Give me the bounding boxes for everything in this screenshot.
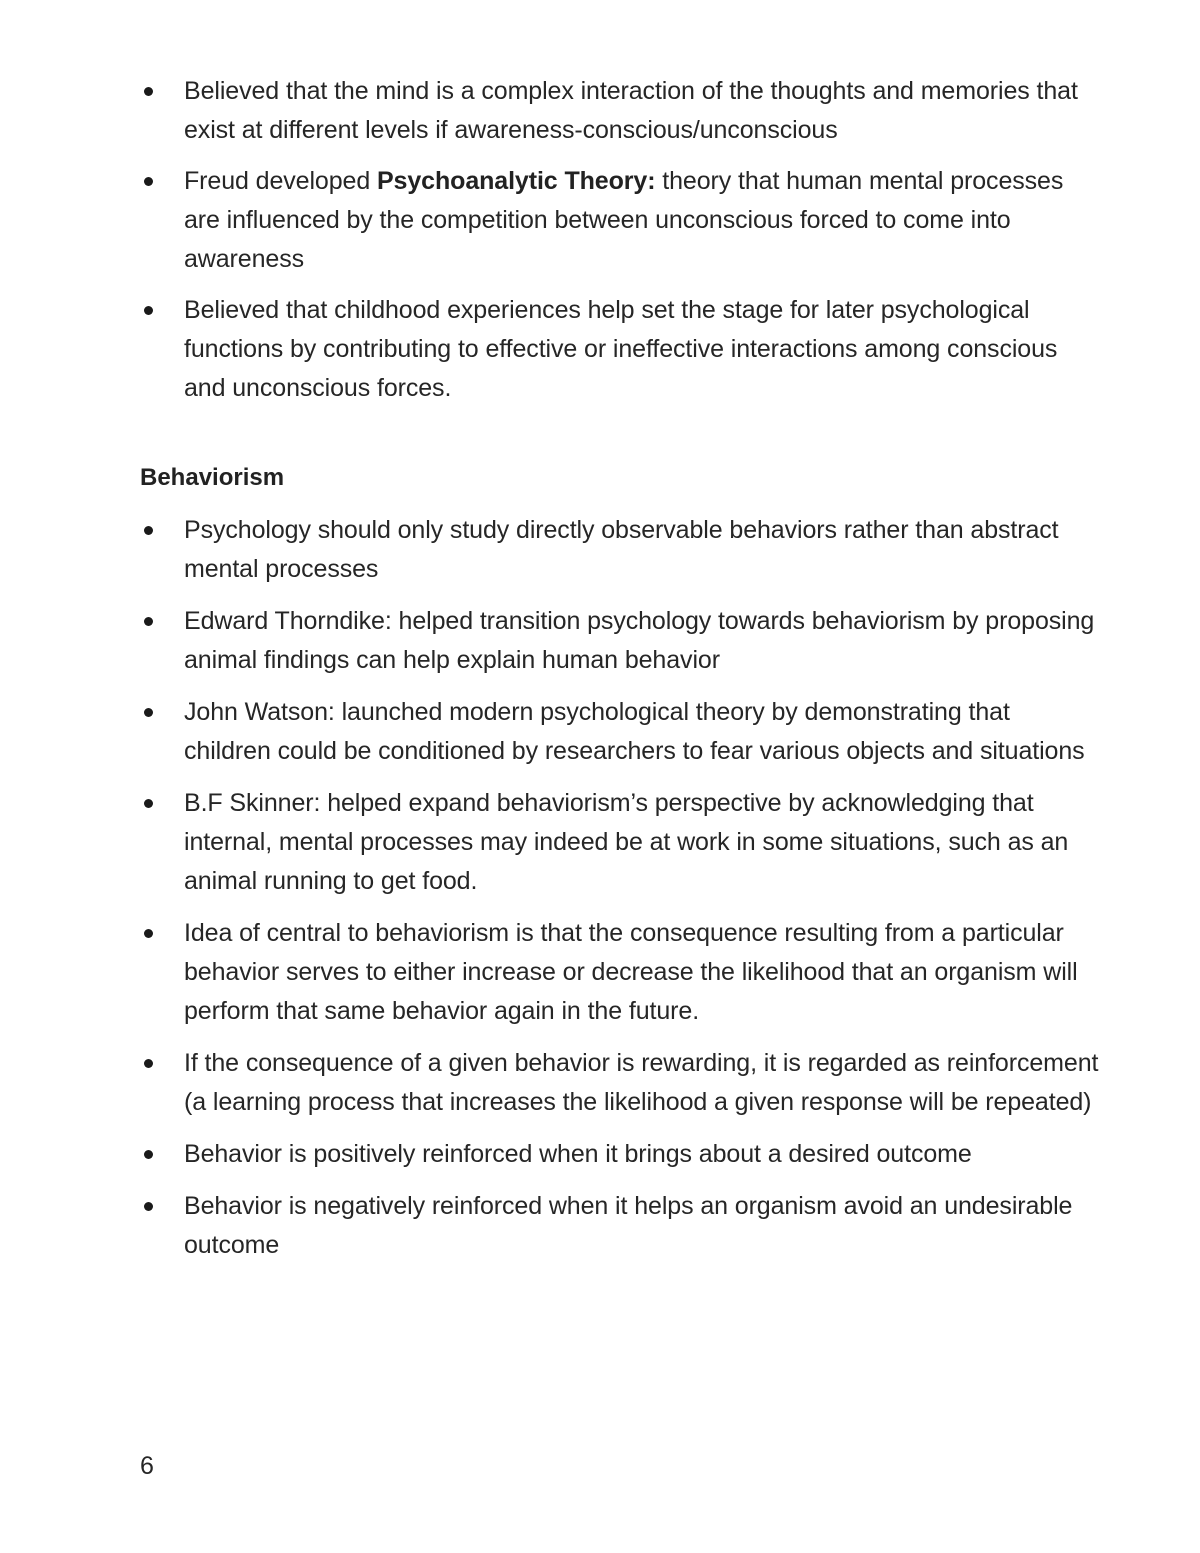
- bullet-text: B.F Skinner: helped expand behaviorism’s perspective by acknowledging that internal, mental processes may indeed be at work in some situations, such as an animal running to get food.: [184, 789, 1069, 895]
- page-number: 6: [140, 1452, 154, 1480]
- bullet-text: John Watson: launched modern psychological theory by demonstrating that children could be conditioned by researchers to fear various objects and situations: [184, 698, 1085, 765]
- bullet-item-childhood-experiences: [140, 291, 1100, 408]
- bullet-dot-icon: [144, 526, 153, 535]
- bullet-dot-icon: [144, 306, 153, 315]
- bullet-text-suffix: theory that human mental processes are influenced by the competition between unconscious forced to come into awareness: [184, 167, 1064, 273]
- bullet-text: If the consequence of a given behavior is rewarding, it is regarded as reinforcement (a learning process that increases the likelihood a given response will be repeated): [184, 1049, 1099, 1116]
- section-heading-behaviorism: Behaviorism: [140, 464, 285, 491]
- bullet-text: Idea of central to behaviorism is that the consequence resulting from a particular behavior serves to either increase or decrease the likelihood that an organism will perform that same behavior again in the future.: [184, 919, 1078, 1025]
- bullet-dot-icon: [144, 929, 153, 938]
- bullet-item-positive-reinforcement: [140, 1135, 1100, 1174]
- bullet-item-watson: [140, 693, 1100, 771]
- bullet-text: Edward Thorndike: helped transition psychology towards behaviorism by proposing animal findings can help explain human behavior: [184, 607, 1095, 674]
- psychoanalytic-theory-term: Psychoanalytic Theory:: [376, 167, 656, 195]
- bullet-item-skinner: [140, 784, 1100, 901]
- bullet-dot-icon: [144, 1150, 153, 1159]
- bullet-dot-icon: [144, 617, 153, 626]
- bullet-item-negative-reinforcement: [140, 1187, 1100, 1265]
- bullet-text: Believed that the mind is a complex interaction of the thoughts and memories that exist at different levels if awareness-conscious/unconscious: [184, 77, 1078, 144]
- bullet-text: Psychology should only study directly observable behaviors rather than abstract mental processes: [184, 516, 1059, 583]
- bullet-dot-icon: [144, 799, 153, 808]
- bullet-dot-icon: [144, 177, 153, 186]
- freud-bullet-list: [140, 72, 1100, 408]
- bullet-text-prefix: Freud developed: [184, 167, 377, 195]
- bullet-item-observable-behaviors: [140, 511, 1100, 589]
- bullet-text: Believed that childhood experiences help set the stage for later psychological functions by contributing to effective or ineffective interactions among conscious and unconscious forces.: [184, 296, 1058, 402]
- freud-bullet-block: [140, 72, 1100, 408]
- bullet-dot-icon: [144, 1202, 153, 1211]
- bullet-item-thorndike: [140, 602, 1100, 680]
- bullet-dot-icon: [144, 708, 153, 717]
- bullet-item-psychoanalytic-theory: [140, 162, 1100, 279]
- bullet-dot-icon: [144, 87, 153, 96]
- behaviorism-bullet-block: [140, 511, 1100, 1265]
- bullet-item-reinforcement: [140, 1044, 1100, 1122]
- bullet-text: Behavior is positively reinforced when it brings about a desired outcome: [184, 1140, 972, 1168]
- behaviorism-bullet-list: [140, 511, 1100, 1265]
- bullet-item-consequence: [140, 914, 1100, 1031]
- bullet-dot-icon: [144, 1059, 153, 1068]
- bullet-item-mind-interaction: [140, 72, 1100, 150]
- bullet-text: Behavior is negatively reinforced when it helps an organism avoid an undesirable outcome: [184, 1192, 1073, 1259]
